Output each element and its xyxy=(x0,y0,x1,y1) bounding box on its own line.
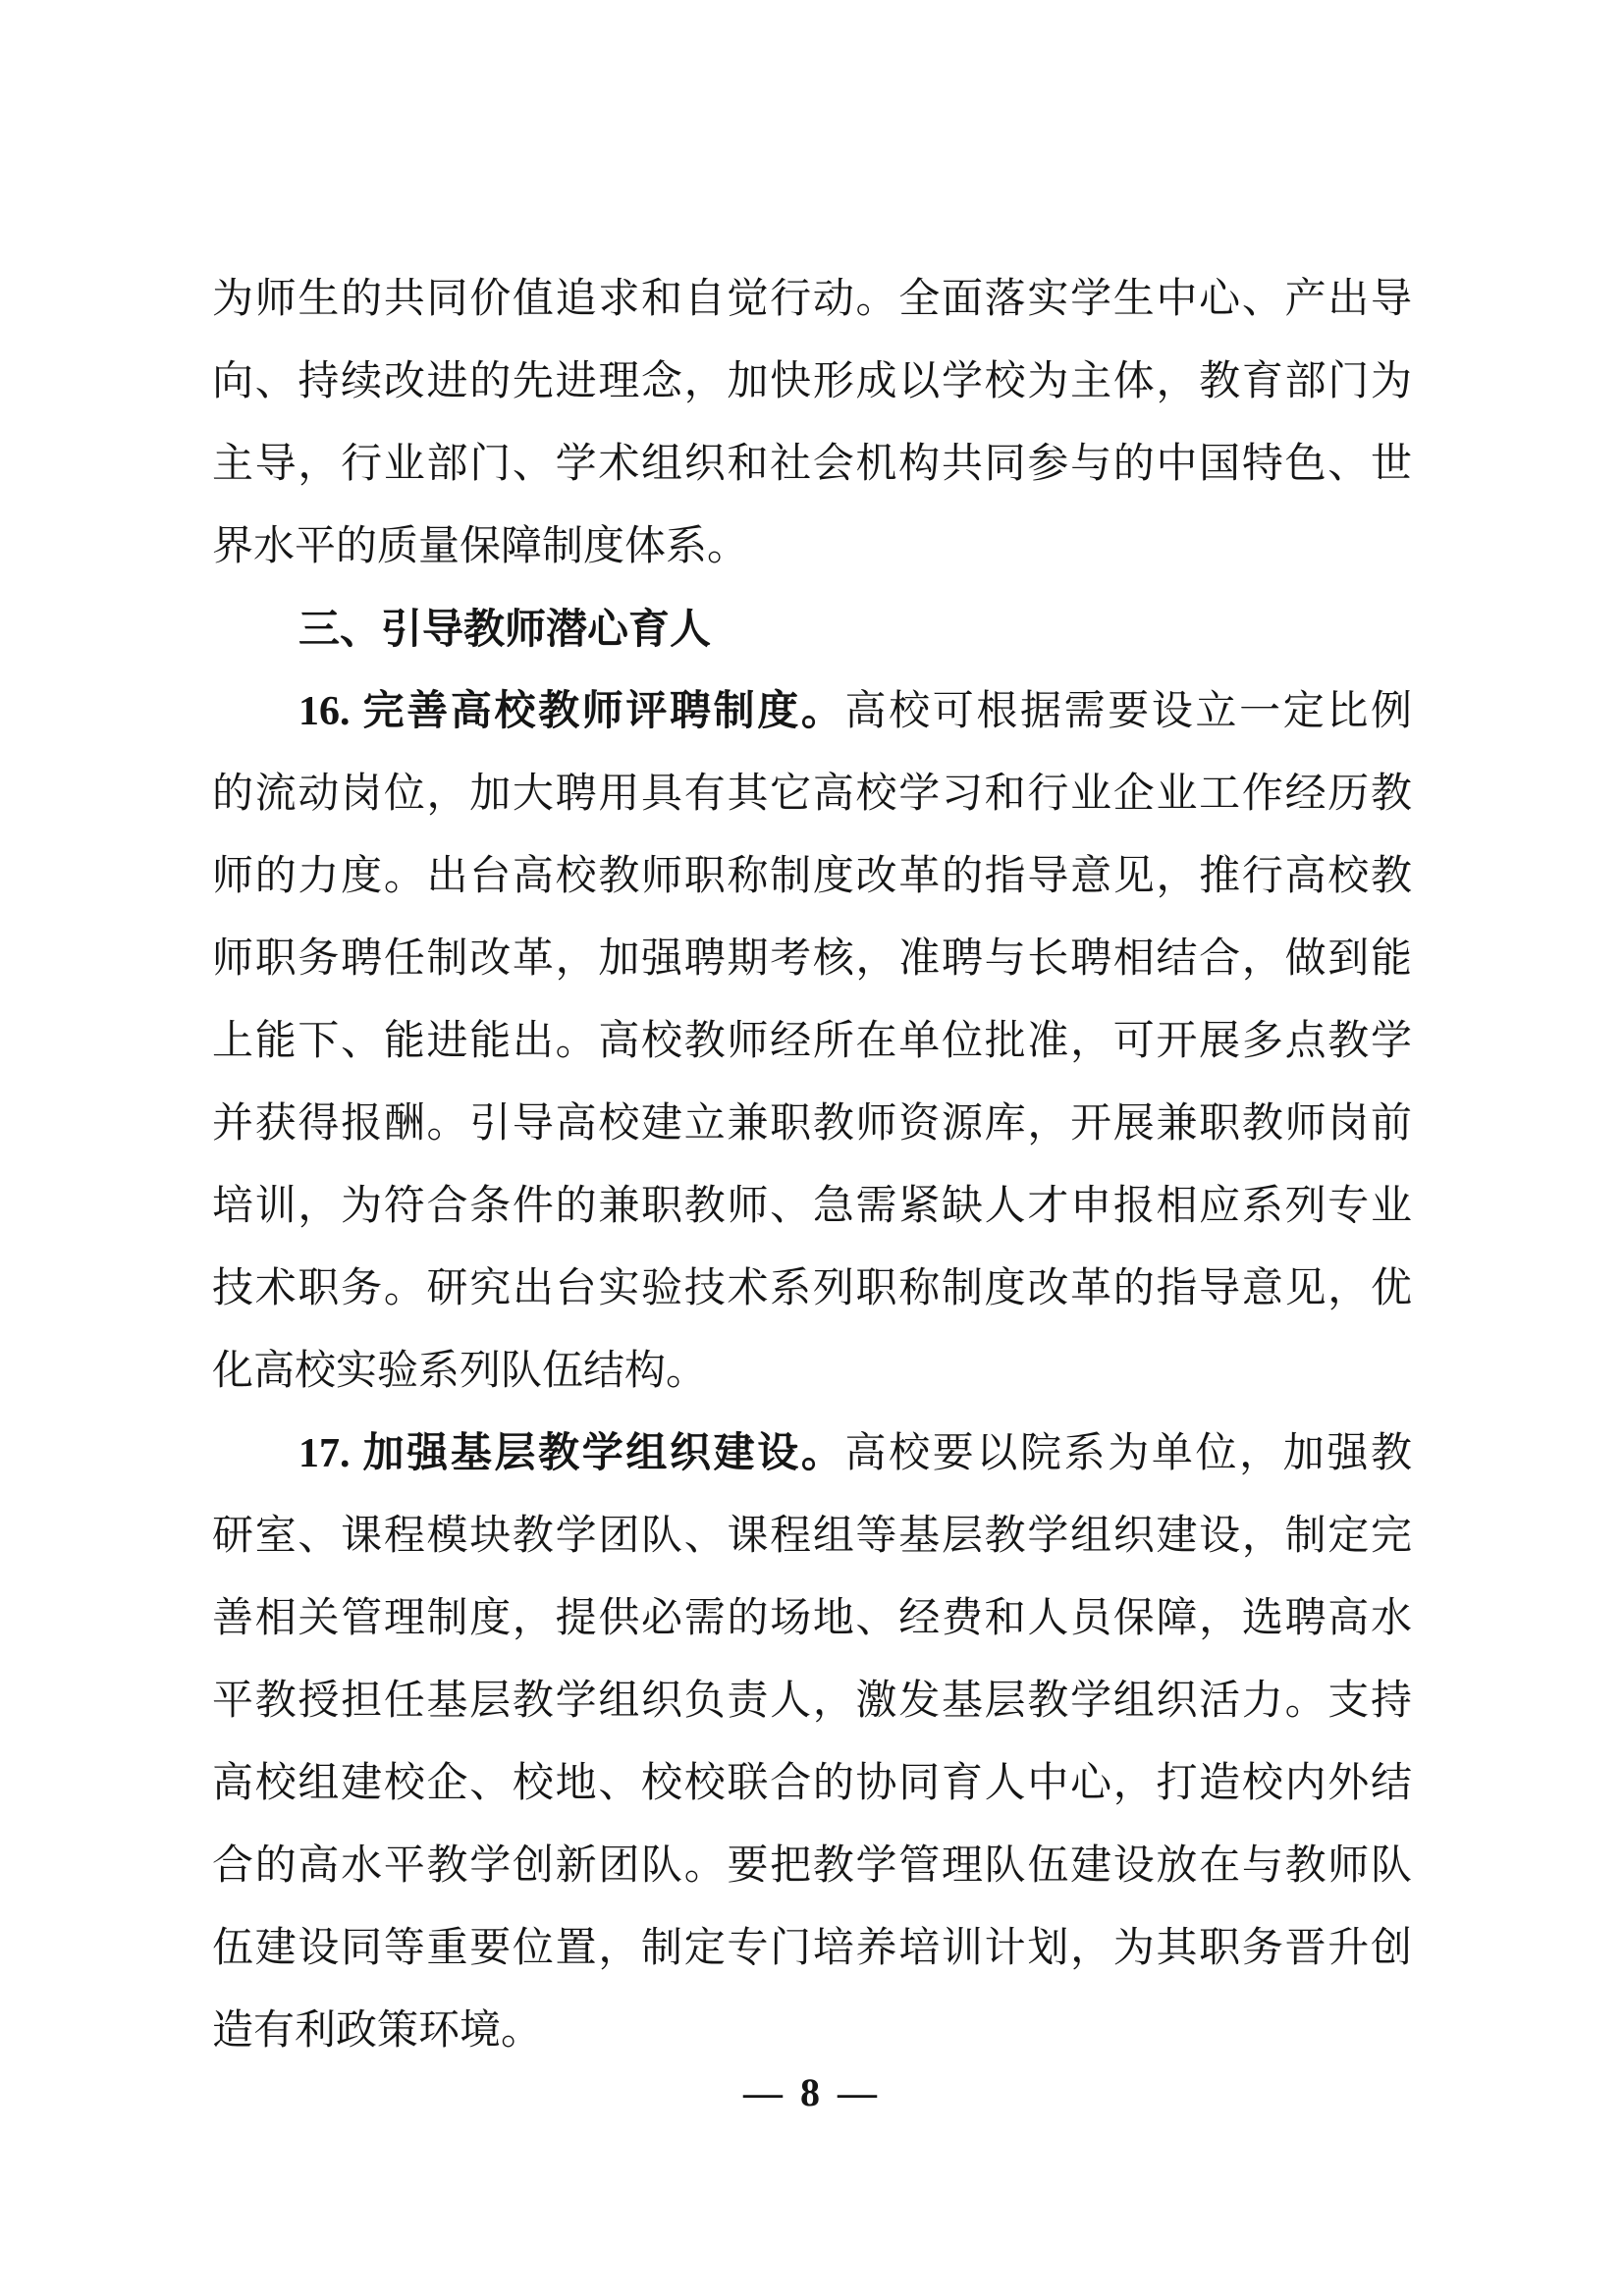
text-line: 向、持续改进的先进理念，加快形成以学校为主体，教育部门为 xyxy=(212,359,1412,404)
page-number: — 8 — xyxy=(743,2070,881,2114)
paragraph-lead: 16. 完善高校教师评聘制度。 xyxy=(298,689,845,734)
text-line: 平教授担任基层教学组织负责人，激发基层教学组织活力。支持 xyxy=(212,1679,1412,1724)
text-line: 为师生的共同价值追求和自觉行动。全面落实学生中心、产出导 xyxy=(212,277,1412,322)
text-line: 技术职务。研究出台实验技术系列职称制度改革的指导意见，优 xyxy=(212,1266,1412,1311)
text-line: 主导，行业部门、学术组织和社会机构共同参与的中国特色、世 xyxy=(212,442,1412,487)
text-line: 合的高水平教学创新团队。要把教学管理队伍建设放在与教师队 xyxy=(212,1843,1412,1889)
section-heading: 三、引导教师潜心育人 xyxy=(298,606,712,652)
text-line: 的流动岗位，加大聘用具有其它高校学习和行业企业工作经历教 xyxy=(212,772,1412,817)
text-line: 培训，为符合条件的兼职教师、急需紧缺人才申报相应系列专业 xyxy=(212,1184,1412,1229)
text-line: 师职务聘任制改革，加强聘期考核，准聘与长聘相结合，做到能 xyxy=(212,936,1412,982)
text-line: 16. 完善高校教师评聘制度。高校可根据需要设立一定比例 xyxy=(298,689,1412,734)
text-line: 研室、课程模块教学团队、课程组等基层教学组织建设，制定完 xyxy=(212,1514,1412,1559)
text-line: 化高校实验系列队伍结构。 xyxy=(212,1349,708,1394)
text-line: 并获得报酬。引导高校建立兼职教师资源库，开展兼职教师岗前 xyxy=(212,1101,1412,1147)
text-line: 伍建设同等重要位置，制定专门培养培训计划，为其职务晋升创 xyxy=(212,1926,1412,1971)
text-line: 17. 加强基层教学组织建设。高校要以院系为单位，加强教 xyxy=(298,1431,1412,1476)
paragraph-lead: 17. 加强基层教学组织建设。 xyxy=(298,1431,845,1476)
text-line: 师的力度。出台高校教师职称制度改革的指导意见，推行高校教 xyxy=(212,854,1412,899)
text-line: 善相关管理制度，提供必需的场地、经费和人员保障，选聘高水 xyxy=(212,1596,1412,1641)
text-line: 造有利政策环境。 xyxy=(212,2008,543,2054)
text-line: 高校组建校企、校地、校校联合的协同育人中心，打造校内外结 xyxy=(212,1761,1412,1806)
text-block xyxy=(212,258,1412,2072)
text-line: 界水平的质量保障制度体系。 xyxy=(212,524,749,569)
text-line: 上能下、能进能出。高校教师经所在单位批准，可开展多点教学 xyxy=(212,1019,1412,1064)
